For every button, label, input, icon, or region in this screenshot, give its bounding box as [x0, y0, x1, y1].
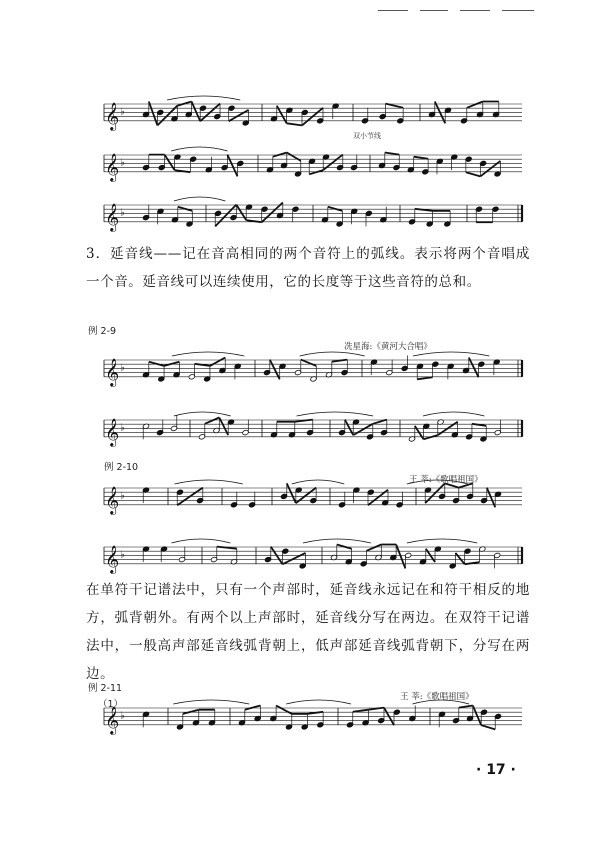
beam: [157, 106, 177, 126]
beam: [192, 102, 201, 122]
flat-sign-icon: ♭: [120, 106, 125, 118]
tie-arc: [300, 352, 365, 356]
paragraph-tie-definition: 3．延音线——记在音高相同的两个音符上的弧线。表示将两个音唱成一个音。延音线可以连续使用，它的长度等于这些音符的总和。: [86, 246, 530, 290]
treble-clef-icon: 𝄞: [105, 101, 120, 130]
flat-sign-icon: ♭: [120, 490, 125, 502]
flat-sign-icon: ♭: [120, 549, 125, 561]
example-label: 例 2-9: [88, 326, 117, 337]
example-credit: 冼星海:《黄河大合唱》: [344, 342, 432, 352]
beam: [459, 706, 473, 708]
flat-sign-icon: ♭: [120, 157, 125, 169]
tie-arc: [172, 352, 245, 356]
beam: [469, 358, 479, 378]
beam: [414, 157, 428, 159]
tie-arc: [407, 539, 477, 543]
page-number: · 17 ·: [476, 762, 516, 778]
beam: [210, 358, 225, 366]
tie-arc: [292, 480, 345, 484]
beam: [309, 170, 323, 174]
beam: [467, 102, 483, 108]
beam: [177, 102, 191, 106]
treble-clef-icon: 𝄞: [105, 417, 120, 446]
example-credit: 王 莘:《歌唱祖国》: [400, 692, 474, 702]
beam: [423, 435, 437, 439]
beam: [262, 203, 283, 223]
beam: [283, 553, 306, 564]
tie-arc: [413, 352, 489, 356]
flat-sign-icon: ♭: [120, 207, 125, 219]
beam: [149, 102, 158, 126]
beam: [481, 725, 495, 729]
tie-arc: [286, 700, 351, 704]
tie-arc: [171, 539, 230, 543]
beam: [417, 377, 432, 379]
flat-sign-icon: ♭: [120, 422, 125, 434]
barline-annotation: 双小节线: [353, 132, 381, 140]
beam: [366, 545, 381, 551]
treble-clef-icon: 𝄞: [105, 544, 120, 573]
beam: [473, 706, 481, 726]
beam: [229, 110, 249, 121]
beam: [227, 155, 237, 177]
tie-arc: [174, 197, 226, 201]
beam: [245, 706, 261, 710]
beam: [287, 153, 301, 161]
beam: [353, 710, 369, 712]
paragraph-tie-placement: 在单符干记谱法中，只有一个声部时，延音线永远记在和符干相反的地方，弧背朝外。有两个以上声部时，延音线分写在两边。在双符干记谱法中，一般高声部延音线弧背朝上，低声部延音线弧背朝下，分写在两边。: [86, 582, 530, 682]
beam: [149, 362, 164, 366]
example-label: 例 2-10: [104, 462, 139, 473]
beam: [164, 362, 179, 366]
beam: [328, 207, 343, 211]
tie-arc: [423, 412, 484, 416]
example-credit: 王 莘:《歌唱祖国》: [409, 475, 483, 485]
tie-arc: [173, 700, 249, 704]
beam: [425, 483, 445, 503]
beam: [270, 360, 280, 380]
treble-clef-icon: 𝄞: [105, 357, 120, 386]
treble-clef-icon: 𝄞: [105, 485, 120, 514]
beam: [353, 424, 373, 435]
tie-arc: [175, 480, 243, 484]
beam: [183, 710, 199, 714]
treble-clef-icon: 𝄞: [105, 705, 120, 734]
treble-clef-icon: 𝄞: [105, 152, 120, 181]
example-label: 例 2-11: [88, 683, 123, 694]
beam: [273, 153, 287, 157]
tie-arc: [174, 412, 231, 416]
beam: [455, 553, 464, 564]
beam: [466, 172, 480, 176]
flat-sign-icon: ♭: [120, 362, 125, 374]
beam: [287, 123, 302, 125]
beam: [487, 488, 495, 508]
treble-clef-icon: 𝄞: [105, 202, 120, 231]
beam: [396, 545, 405, 569]
tie-arc: [171, 147, 227, 151]
example-sub-label: （1）: [98, 699, 124, 710]
beam: [205, 418, 220, 424]
tie-arc: [297, 412, 374, 416]
beam: [287, 483, 296, 503]
tie-arc: [303, 539, 371, 543]
beam: [385, 153, 399, 155]
beam: [337, 545, 352, 549]
tie-arc: [167, 96, 240, 100]
beam: [178, 207, 193, 211]
beam: [301, 360, 317, 366]
beam: [276, 706, 292, 714]
flat-sign-icon: ♭: [120, 710, 125, 722]
